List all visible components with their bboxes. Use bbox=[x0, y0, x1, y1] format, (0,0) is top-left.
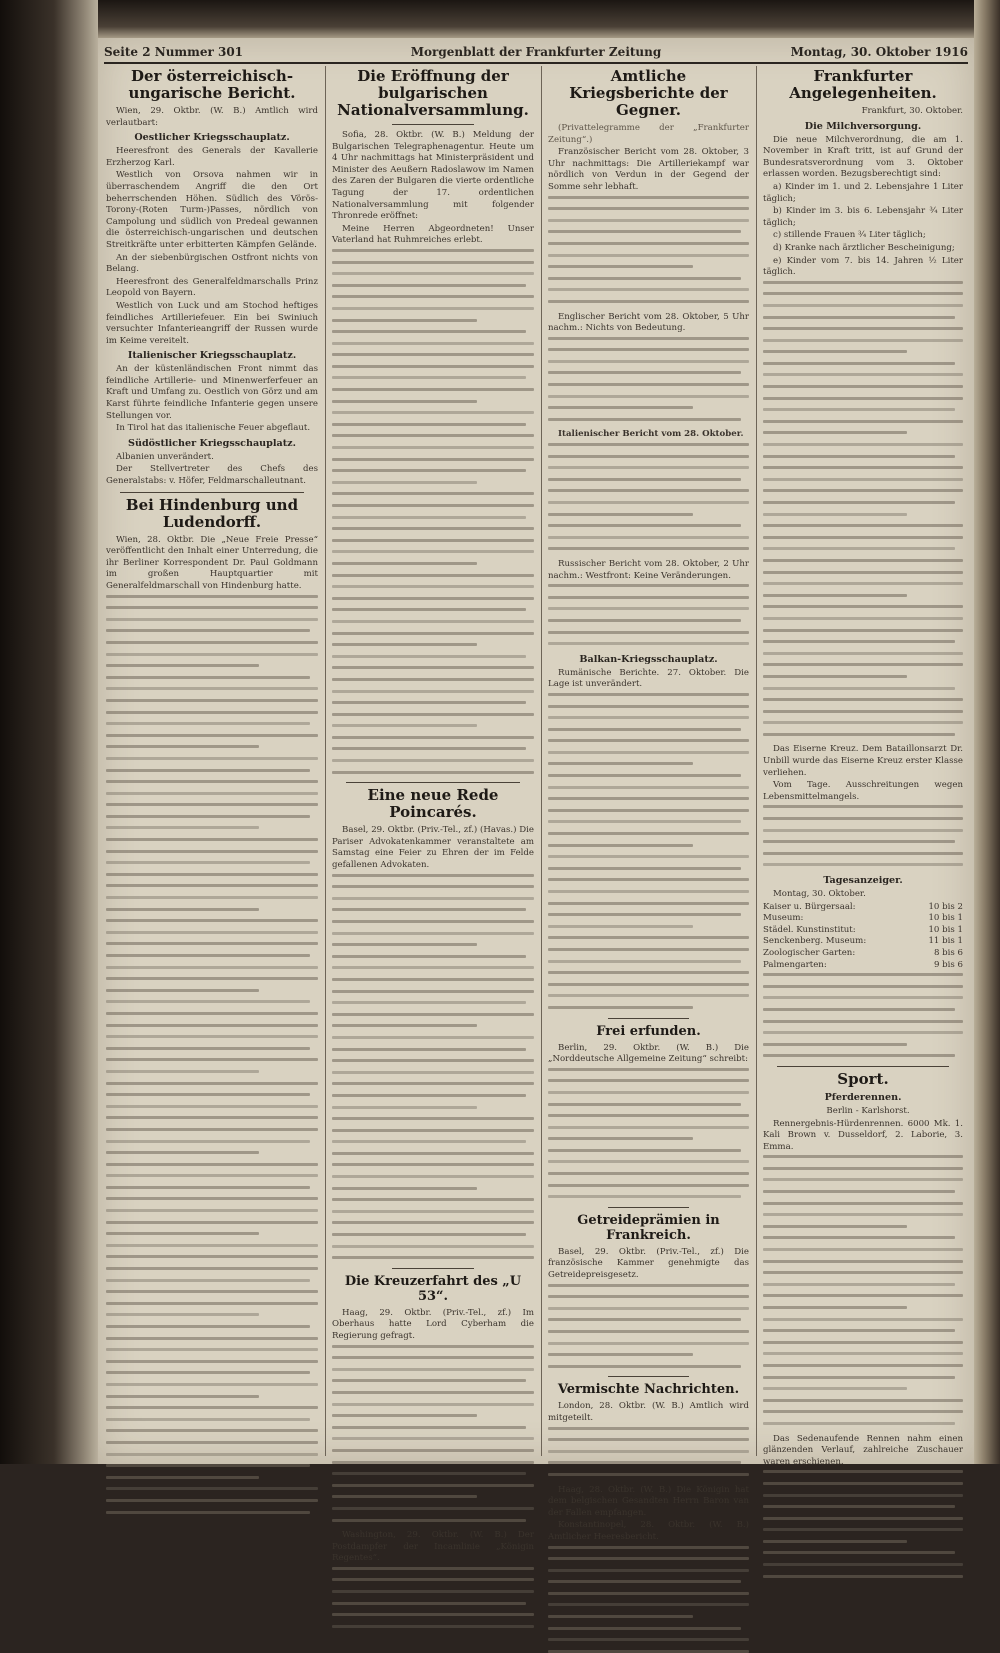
column-rule bbox=[541, 66, 542, 1456]
paragraph: Washington, 29. Oktbr. (W. B.) Der Postdampfer der Incamlinie „Königin Regentes“. bbox=[332, 1530, 534, 1564]
subheading-daily-listing: Tagesanzeiger. bbox=[823, 875, 903, 886]
paragraph: Heeresfront des Generals der Kavallerie Erzherzog Karl. bbox=[106, 146, 318, 168]
body-text-block bbox=[763, 805, 963, 866]
section-divider bbox=[608, 1018, 689, 1019]
column-rule bbox=[325, 66, 326, 1456]
paragraph: In Tirol hat das italienische Feuer abgeflaut. bbox=[116, 423, 311, 434]
table-row: Zoologischer Garten: 8 bis 6 bbox=[763, 947, 963, 958]
table-row: Städel. Kunstinstitut: 10 bis 1 bbox=[763, 924, 963, 935]
list-item: a) Kinder im 1. und 2. Lebensjahre 1 Liter täglich; bbox=[763, 181, 963, 204]
paragraph: Konstantinopel, 28. Oktbr. (W. B.) Amtlicher Heeresbericht. bbox=[548, 1520, 749, 1542]
section-divider bbox=[392, 1268, 474, 1269]
list-item: e) Kinder vom 7. bis 14. Jahren ½ Liter täglich. bbox=[763, 255, 963, 278]
paragraph: Italienischer Bericht vom 28. Oktober. bbox=[558, 429, 744, 440]
column-4 bbox=[763, 66, 963, 1467]
list-item: d) Kranke nach ärztlicher Bescheinigung; bbox=[773, 242, 955, 253]
headline-bulgarian-assembly: Die Eröffnung der bulgarischen Nationalversammlung. bbox=[337, 67, 529, 119]
paragraph: Rumänische Berichte. 27. Oktober. Die Lage ist unverändert. bbox=[548, 667, 749, 690]
column-2 bbox=[332, 66, 534, 1564]
list-item: c) stillende Frauen ¾ Liter täglich; bbox=[773, 230, 926, 241]
paragraph: Wien, 28. Oktbr. Die „Neue Freie Presse“ veröffentlicht den Inhalt einer Unterredung, die ihr Berliner Korrespondent Dr. Paul Goldmann im großen Hauptquartier mit Generalfeldmarschall von Hindenburg hatte. bbox=[106, 534, 318, 591]
headline-miscellaneous-news: Vermischte Nachrichten. bbox=[557, 1382, 740, 1398]
page-right-edge bbox=[974, 0, 1000, 1464]
paragraph: Vom Tage. Ausschreitungen wegen Lebensmittelmangels. bbox=[763, 780, 963, 802]
column-rule bbox=[756, 66, 757, 1456]
newspaper-title: Morgenblatt der Frankfurter Zeitung bbox=[410, 45, 662, 59]
table-row: Palmengarten: 9 bis 6 bbox=[763, 959, 963, 970]
subheading-balkan-front: Balkan-Kriegsschauplatz. bbox=[579, 653, 718, 665]
subheading-italian-front: Italienischer Kriegsschauplatz. bbox=[127, 350, 297, 362]
binding-gutter bbox=[0, 0, 98, 1464]
body-text-block bbox=[332, 249, 534, 774]
section-divider bbox=[777, 1066, 949, 1067]
paragraph: Westlich von Luck und am Stochod heftiges feindliches Artilleriefeuer. Ein bei Swiniuch versuchter Infanterieangriff der Russen wurde im Keime vereitelt. bbox=[106, 300, 318, 346]
column-1 bbox=[106, 66, 318, 1456]
headline-sport: Sport. bbox=[837, 1069, 889, 1088]
body-text-block bbox=[548, 693, 749, 1009]
headline-enemy-war-reports: Amtliche Kriegsberichte der Gegner. bbox=[569, 67, 728, 119]
list-item: b) Kinder im 3. bis 6. Lebensjahr ¾ Liter täglich; bbox=[763, 206, 963, 228]
paragraph: Albanien unverändert. bbox=[116, 451, 214, 462]
paragraph: Das Eiserne Kreuz. Dem Bataillonsarzt Dr. Unbill wurde das Eiserne Kreuz erster Klasse verliehen. bbox=[763, 744, 963, 778]
headline-frei-erfunden: Frei erfunden. bbox=[596, 1023, 701, 1039]
paragraph: Meine Herren Abgeordneten! Unser Vaterland hat Ruhmreiches erlebt. bbox=[332, 223, 534, 246]
signature-line: Der Stellvertreter des Chefs des Generalstabs: v. Höfer, Feldmarschalleutnant. bbox=[106, 464, 318, 487]
dateline: Wien, 29. Oktbr. (W. B.) Amtlich wird verlautbart: bbox=[106, 106, 318, 128]
body-text-block bbox=[332, 1345, 534, 1522]
milk-entitlement-list bbox=[763, 182, 963, 279]
body-text-block bbox=[548, 1546, 749, 1653]
body-text-block bbox=[548, 1068, 749, 1199]
body-text-block bbox=[332, 874, 534, 1260]
headline-hindenburg-ludendorff: Bei Hindenburg und Ludendorff. bbox=[125, 495, 299, 531]
body-text-block bbox=[548, 1284, 749, 1368]
body-text-block bbox=[332, 1567, 534, 1628]
table-row: Kaiser u. Bürgersaal: 10 bis 2 bbox=[763, 901, 963, 912]
paragraph: Die neue Milchverordnung, die am 1. November in Kraft tritt, ist auf Grund der Bundesratsverordnung vom 3. Oktober erlassen worden. Bezugsberechtigt sind: bbox=[763, 134, 963, 180]
paragraph: Heeresfront des Generalfeldmarschalls Prinz Leopold von Bayern. bbox=[106, 276, 318, 299]
paragraph: Russischer Bericht vom 28. Oktober, 2 Uhr nachm.: Westfront: Keine Veränderungen. bbox=[548, 558, 749, 581]
section-divider bbox=[392, 124, 474, 125]
body-text-block bbox=[548, 584, 749, 645]
paragraph: (Privattelegramme der „Frankfurter Zeitung“.) bbox=[548, 123, 749, 145]
daily-listing-table bbox=[763, 902, 963, 972]
section-divider bbox=[608, 1376, 689, 1377]
page-top-edge bbox=[98, 0, 974, 38]
paragraph: Basel, 29. Oktbr. (Priv.-Tel., zf.) (Havas.) Die Pariser Advokatenkammer veranstaltete am Samstag eine Feier zu Ehren der im Felde gefallenen Advokaten. bbox=[332, 825, 534, 871]
subheading-horse-racing: Pferderennen. bbox=[824, 1091, 902, 1103]
paragraph: Berlin, 29. Oktbr. (W. B.) Die „Norddeutsche Allgemeine Zeitung“ schreibt: bbox=[548, 1042, 749, 1065]
paragraph: Westlich von Orsova nahmen wir in überraschendem Angriff die den Ort beherrschenden Höhen. Südlich des Vörös-Torony-(Roten Turm-)Passes, nördlich von Campolung und südlich von Predeal gewannen die österreichisch-ungarischen und deutschen Streitkräfte unter erbitterten Kämpfen Gelände. bbox=[106, 170, 318, 250]
paragraph: Basel, 29. Oktbr. (Priv.-Tel., zf.) Die französische Kammer genehmigte das Getreidepreisgesetz. bbox=[548, 1246, 749, 1281]
body-text-block bbox=[763, 1155, 963, 1425]
body-text-block bbox=[548, 443, 749, 550]
paragraph: Berlin - Karlshorst. bbox=[826, 1105, 910, 1116]
paragraph: An der küstenländischen Front nimmt das feindliche Artillerie- und Minenwerferfeuer an Kraft und Umfang zu. Oestlich von Görz und am Karst führte feindliche Infanterie gegen unsere Stellungen vor. bbox=[106, 364, 318, 421]
headline-frankfurt-affairs: Frankfurter Angelegenheiten. bbox=[789, 67, 937, 102]
subheading-southeastern-front: Südöstlicher Kriegsschauplatz. bbox=[128, 437, 296, 449]
subheading-milk-supply: Die Milchversorgung. bbox=[804, 120, 922, 132]
paragraph: Haag, 29. Oktbr. (Priv.-Tel., zf.) Im Oberhaus hatte Lord Cyberham die Regierung gefragt. bbox=[332, 1307, 534, 1341]
headline-austro-hungarian-report: Der österreichisch-ungarische Bericht. bbox=[128, 67, 296, 102]
body-text-block bbox=[763, 973, 963, 1057]
paragraph: Haag, 28. Oktbr. (W. B.) Die Königin hat dem belgischen Gesandten Herrn Baron van der Fallen empfangen. bbox=[548, 1484, 749, 1518]
body-text-block bbox=[763, 1470, 963, 1577]
column-3 bbox=[548, 66, 749, 1542]
page-number: Seite 2 Nummer 301 bbox=[104, 45, 244, 59]
section-divider bbox=[608, 1207, 689, 1208]
masthead bbox=[104, 44, 968, 64]
subheading-eastern-front: Oestlicher Kriegsschauplatz. bbox=[134, 132, 290, 144]
paragraph: Englischer Bericht vom 28. Oktober, 5 Uhr nachm.: Nichts von Bedeutung. bbox=[548, 311, 749, 334]
table-row: Senckenberg. Museum: 11 bis 1 bbox=[763, 936, 963, 947]
body-text-block bbox=[106, 595, 318, 1514]
table-row: Museum: 10 bis 1 bbox=[763, 913, 963, 924]
dateline: Frankfurt, 30. Oktober. bbox=[861, 106, 963, 116]
paragraph: Rennergebnis-Hürdenrennen. 6000 Mk. 1. Kali Brown v. Dusseldorf, 2. Laborie, 3. Emma. bbox=[763, 1118, 963, 1152]
body-text-block bbox=[548, 337, 749, 421]
section-divider bbox=[346, 782, 520, 783]
section-divider bbox=[120, 492, 304, 493]
paragraph: Montag, 30. Oktober. bbox=[773, 889, 866, 899]
paragraph: Das Sedenaufende Rennen nahm einen glänzenden Verlauf, zahlreiche Zuschauer waren erschienen. bbox=[763, 1433, 963, 1467]
headline-u53-cruise: Die Kreuzerfahrt des „U 53“. bbox=[344, 1273, 522, 1304]
paragraph: Französischer Bericht vom 28. Oktober, 3 Uhr nachmittags: Die Artilleriekampf war nördlich von Verdun in der Gegend der Somme sehr lebhaft. bbox=[548, 147, 749, 192]
paragraph: London, 28. Oktbr. (W. B.) Amtlich wird mitgeteilt. bbox=[548, 1401, 749, 1423]
paragraph: Sofia, 28. Oktbr. (W. B.) Meldung der Bulgarischen Telegraphenagentur. Heute um 4 Uhr nachmittags hat Ministerpräsident und Minister des Aeußern Radoslawow im Namen des Zaren der Bulgaren die vierte ordentliche Tagung der 17. ordentlichen Nationalversammlung mit folgender Thronrede eröffnet: bbox=[332, 130, 534, 222]
paragraph: An der siebenbürgischen Ostfront nichts von Belang. bbox=[106, 252, 318, 275]
issue-date: Montag, 30. Oktober 1916 bbox=[790, 45, 968, 59]
body-text-block bbox=[763, 281, 963, 736]
headline-grain-premiums: Getreideprämien in Frankreich. bbox=[577, 1212, 720, 1243]
body-text-block bbox=[548, 1427, 749, 1476]
body-text-block bbox=[548, 196, 749, 303]
headline-poincare-speech: Eine neue Rede Poincarés. bbox=[367, 786, 499, 822]
